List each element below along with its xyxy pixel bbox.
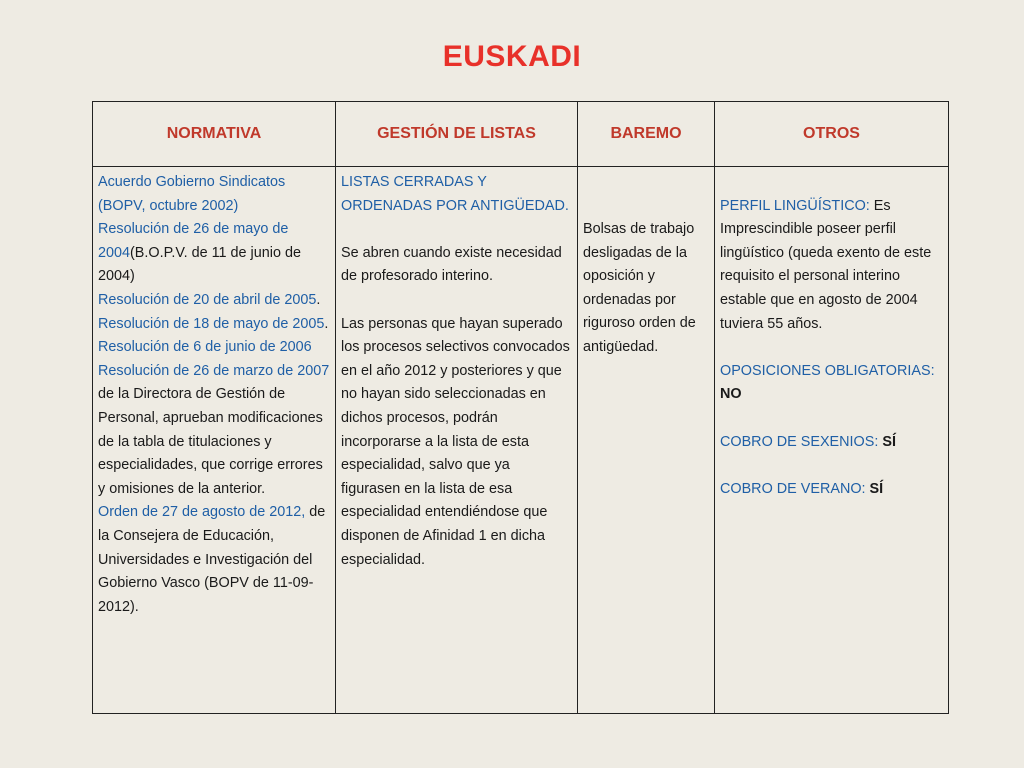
resolucion-2005-abril: Resolución de 20 de abril de 2005 [98,291,317,308]
sexenios-label: COBRO DE SEXENIOS: [720,433,879,450]
baremo-text: Bolsas de trabajo desligadas de la oposición y ordenadas por riguroso orden de antigüedad. [583,221,696,355]
verano-label: COBRO DE VERANO: [720,480,866,497]
oposiciones-label: OPOSICIONES OBLIGATORIAS: [720,362,935,379]
cell-otros [715,167,949,714]
gestion-paragraph-2: Las personas que hayan superado los procesos selectivos convocados en el año 2012 y posteriores y que no hayan sido seleccionadas en dichos procesos, podrán incorporarse a la lista de esta especialidad, salvo que ya figurasen en la lista de esa especialidad entendiéndose que disponen de Afinidad 1 en dicha especialidad. [341,315,570,568]
orden-2012: Orden de 27 de agosto de 2012, [98,504,306,521]
gestion-title-end: . [564,197,569,214]
resolucion-2007-text: de la Directora de Gestión de Personal, aprueban modificaciones de la tabla de titulaciones y especialidades, que corrige errores y omisiones de la anterior. [98,386,323,497]
sexenios-value: SÍ [878,433,896,450]
resolucion-2005-mayo-end: . [324,315,329,332]
resolucion-2005-abril-end: . [316,291,321,308]
header-baremo: BAREMO [578,102,715,167]
gestion-title: LISTAS CERRADAS Y ORDENADAS POR ANTIGÜEDAD [341,174,565,214]
header-normativa: NORMATIVA [93,102,336,167]
oposiciones-value: NO [720,386,742,403]
header-gestion-de-listas: GESTIÓN DE LISTAS [336,102,578,167]
acuerdo-gobierno-sindicatos: Acuerdo Gobierno Sindicatos (BOPV, octubre 2002) [98,174,286,214]
perfil-linguistico-text: Es Imprescindible poseer perfil lingüístico (queda exento de este requisito el personal interino estable que en agosto de 2004 tuviera 55 años. [720,197,932,332]
cell-gestion-de-listas [336,167,578,714]
resolucion-2004: Resolución de 26 de mayo de 2004 [98,221,289,261]
perfil-linguistico-label: PERFIL LINGÜÍSTICO: [720,197,870,214]
comparison-table [92,101,949,714]
verano-value: SÍ [865,480,884,497]
resolucion-2005-mayo: Resolución de 18 de mayo de 2005 [98,315,325,332]
orden-2012-text: de la Consejera de Educación, Universidades e Investigación del Gobierno Vasco (BOPV de 11-09-2012). [98,504,326,615]
cell-baremo [578,167,715,714]
page-title: EUSKADI [442,40,582,73]
resolucion-2006: Resolución de 6 de junio de 2006 [98,339,312,356]
table-row [93,167,949,714]
gestion-paragraph-1: Se abren cuando existe necesidad de profesorado interino. [341,244,562,285]
resolucion-2004-note: (B.O.P.V. de 11 de junio de 2004) [98,244,301,285]
header-otros: OTROS [715,102,949,167]
resolucion-2007: Resolución de 26 de marzo de 2007 [98,362,330,379]
table-header-row [93,102,949,167]
cell-normativa [93,167,336,714]
